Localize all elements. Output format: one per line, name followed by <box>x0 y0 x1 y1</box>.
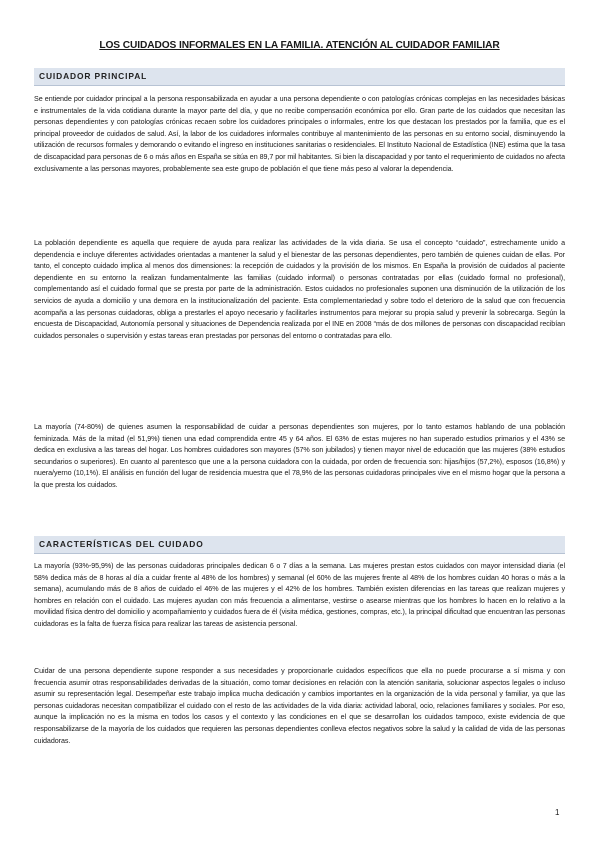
paragraph: La población dependiente es aquella que requiere de ayuda para realizar las actividades de la vida diaria. Se usa el concepto “cuidado”, estrechamente unido a dependencia e incluye diferentes actividades orientadas a mantener la salud y el bienestar de las personas dependientes, pero también de quienes cuidan de ellas. Por tanto, el concepto cuidado implica al menos dos dimensiones: la recepción de cuidados y la provisión de los mismos. En España la provisión de cuidados al paciente dependiente en su entorno la realizan fundamentalmente las familias (cuidado informal) o personas contratadas por ellas (cuidado formal no profesional), complementando así el cuidado formal que se presta por parte de la administración. Estos cuidados no profesionales suponen una disminución de la utilización de los servicios de ayuda a domicilio y una demora en la institucionalización del paciente. Esta complementariedad y sobre todo el deterioro de la salud que con frecuencia acompaña a las personas cuidadoras, obliga a prestarles el apoyo necesario y facilitarles instrumentos para mejorar su propia salud y prevenir la sobrecarga. Según la encuesta de Discapacidad, Autonomía personal y situaciones de Dependencia realizada por el INE en 2008 “más de dos millones de personas con discapacidad recibían cuidados personales o supervisión y estas tareas eran prestadas por personas del entorno o contratadas para ello. <box>34 239 565 340</box>
section-heading-text: CARACTERÍSTICAS DEL CUIDADO <box>39 539 204 549</box>
section-heading-cuidador-principal <box>34 68 565 86</box>
paragraph: La mayoría (74-80%) de quienes asumen la responsabilidad de cuidar a personas dependientes son mujeres, por lo tanto estamos hablando de una población feminizada. Más de la mitad (el 51,9%) tienen una edad comprendida entre 45 y 64 años. El 63% de estas mujeres no han superado estudios primarios y el 43% se dedica en exclusiva a las tareas del hogar. Los hombres cuidadores son mayores (57% son jubilados) y tienen mayor nivel de educación que las mujeres (38% estudios secundarios o superiores). En cuanto al parentesco que une a la persona cuidadora con la cuidada, por orden de frecuencia son: hijas/hijos (57,2%), esposos (16,8%) y nuera/yerno (10,1%). El análisis en función del lugar de residencia muestra que el 78,9% de las personas cuidadoras principales vive en el mismo hogar que la persona a la que presta los cuidados. <box>34 423 565 489</box>
page-number: 1 <box>555 808 560 817</box>
paragraph: Se entiende por cuidador principal a la persona responsabilizada en ayudar a una persona dependiente o con patologías crónicas complejas en las necesidades básicas e instrumentales de la vida cotidiana durante la mayor parte del día, y que no recibe compensación económica por ello. Gran parte de los cuidados que necesitan las personas dependientes y con patologías crónicas recaen sobre los cuidadores principales o informales, entre los que destacan los prestados por la familia, que es el principal proveedor de cuidados de salud. Así, la labor de los cuidadores informales contribuye al mantenimiento de las personas en su entorno social, disminuyendo la utilización de recursos formales y demorando o evitando el ingreso en instituciones sanitarias o residenciales. El Instituto Nacional de Estadística (INE) estima que la tasa de discapacidad para personas de 6 o más años en España se sitúa en 89,7 por mil habitantes. Si bien la discapacidad y por tanto el requerimiento de cuidados no afecta exclusivamente a las personas mayores, probablemente sea este grupo de población el que tiene más peso al valorar la dependencia. <box>34 95 565 173</box>
section-heading-caracteristicas-del-cuidado <box>34 536 565 554</box>
document-title: LOS CUIDADOS INFORMALES EN LA FAMILIA. ATENCIÓN AL CUIDADOR FAMILIAR <box>99 40 500 51</box>
paragraph: Cuidar de una persona dependiente supone responder a sus necesidades y proporcionarle cuidados específicos que ella no puede procurarse a sí misma y con frecuencia asumir otras responsabilidades derivadas de la situación, como tomar decisiones en relación con la atención sanitaria, solucionar aspectos legales o incluso asumir su representación legal. Desempeñar este trabajo implica mucha dedicación y cambios importantes en la organización de la vida personal y familiar, ya que las personas cuidadoras necesitan compatibilizar el cuidado con el resto de las actividades de la vida diaria: actividad laboral, ocio, relaciones familiares y sociales. Por eso, aunque la implicación no es la misma en todos los casos y el contexto y las condiciones en el que se desarrollan los cuidados tampoco, existe evidencia de que responsabilizarse de la mayoría de los cuidados que requieren las personas dependientes conlleva efectos negativos sobre la salud y la calidad de vida de las personas cuidadoras. <box>34 667 565 745</box>
section-heading-text: CUIDADOR PRINCIPAL <box>39 71 148 81</box>
paragraph: La mayoría (93%-95,9%) de las personas cuidadoras principales dedican 6 o 7 días a la semana. Las mujeres prestan estos cuidados con mayor intensidad diaria (el 58% dedica más de 8 horas al día a cuidar frente al 48% de los hombres) y semanal (el 60% de las mujeres frente al 48% de los hombres cuidan 40 horas o más a la semana), acumulando más de 8 años de cuidado el 46% de las mujeres y el 42% de los hombres. También existen diferencias en las tareas que realizan mujeres y hombres en relación con el cuidado. Las mujeres ayudan con más frecuencia a alimentarse, vestirse o asearse mientras que los hombres lo hacen en lo relativo a la movilidad física dentro del domicilio y acompañamiento y cuidados fuera de él (visita médica, gestiones, compras, etc.), la principal dificultad que encuentran las personas cuidadoras es la falta de fuerza física para realizar las tareas de asistencia personal. <box>34 562 565 628</box>
